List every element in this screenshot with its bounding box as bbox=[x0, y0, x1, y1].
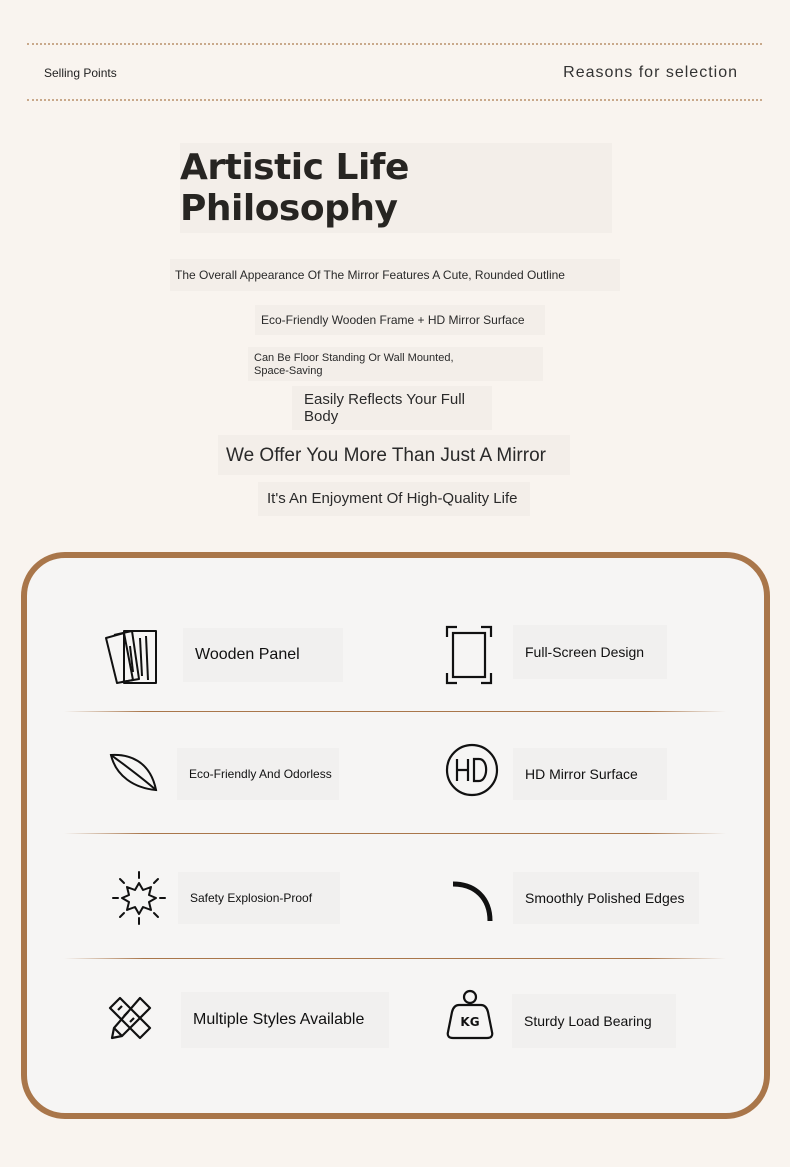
feature-label: Safety Explosion-Proof bbox=[178, 872, 340, 924]
hero-line-space: Space-Saving bbox=[254, 365, 323, 377]
hd-icon bbox=[444, 742, 500, 798]
top-dotted-divider bbox=[27, 43, 762, 45]
feature-label: Full-Screen Design bbox=[513, 625, 667, 679]
ruler-pencil-icon bbox=[106, 994, 154, 1042]
frame-corners-icon bbox=[445, 625, 493, 685]
hero-line-outline: The Overall Appearance Of The Mirror Features A Cute, Rounded Outline bbox=[175, 268, 565, 282]
hero-line-mount: Can Be Floor Standing Or Wall Mounted, bbox=[254, 352, 454, 364]
feature-row-divider bbox=[64, 958, 726, 959]
hero-line-body: Body bbox=[304, 408, 339, 425]
page-title: Artistic Life Philosophy bbox=[180, 143, 612, 233]
selling-points-label: Selling Points bbox=[44, 66, 117, 80]
leaf-icon bbox=[108, 752, 160, 794]
bottom-dotted-divider bbox=[27, 99, 762, 101]
svg-text:KG: KG bbox=[460, 1015, 480, 1029]
feature-row-divider bbox=[64, 833, 726, 834]
feature-label: HD Mirror Surface bbox=[513, 748, 667, 800]
feature-label: Wooden Panel bbox=[183, 628, 343, 682]
hero-line-enjoy: It's An Enjoyment Of High-Quality Life bbox=[267, 490, 518, 507]
feature-label: Eco-Friendly And Odorless bbox=[177, 748, 339, 800]
reasons-for-selection-label: Reasons for selection bbox=[563, 64, 738, 81]
feature-row-divider bbox=[64, 711, 726, 712]
burst-icon bbox=[110, 870, 168, 926]
feature-label: Sturdy Load Bearing bbox=[512, 994, 676, 1048]
hero-line-frame: Eco-Friendly Wooden Frame + HD Mirror Surface bbox=[261, 313, 525, 327]
kg-weight-icon bbox=[445, 988, 495, 1040]
feature-label: Smoothly Polished Edges bbox=[513, 872, 699, 924]
feature-label: Multiple Styles Available bbox=[181, 992, 389, 1048]
wooden-panel-icon bbox=[102, 626, 160, 686]
hero-line-reflect: Easily Reflects Your Full bbox=[304, 391, 465, 408]
rounded-edge-icon bbox=[450, 878, 496, 924]
hero-line-more: We Offer You More Than Just A Mirror bbox=[226, 445, 546, 466]
